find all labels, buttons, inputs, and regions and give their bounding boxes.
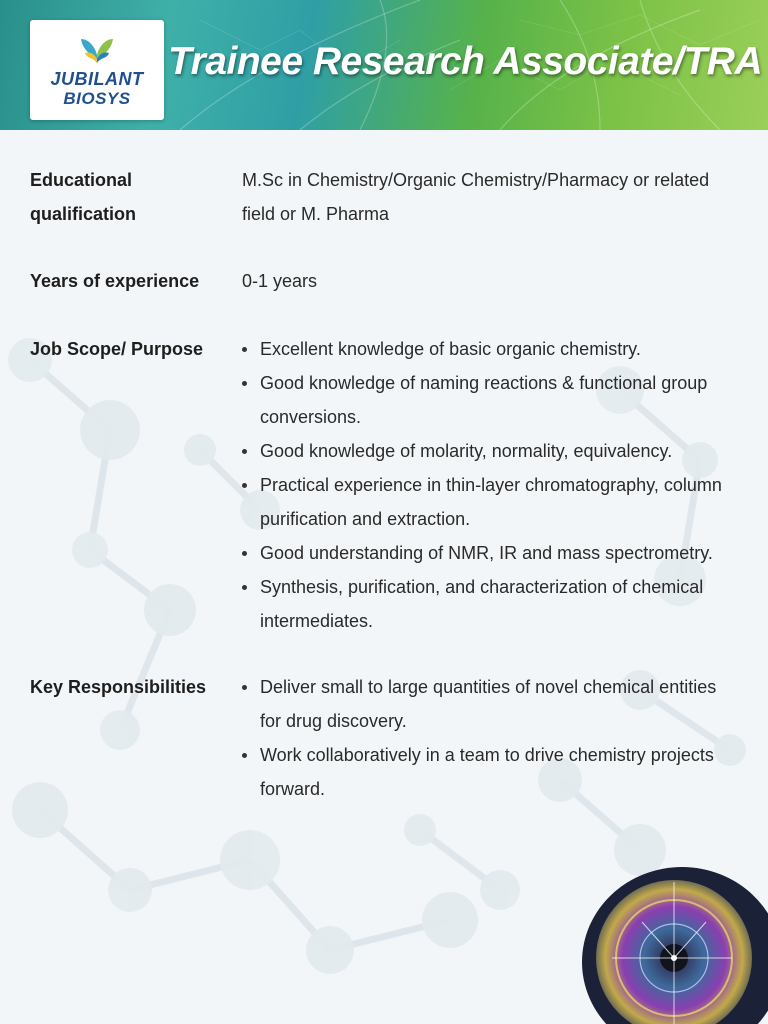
list-item: Synthesis, purification, and characterization of chemical intermediates.: [242, 570, 742, 638]
list-item: Work collaboratively in a team to drive chemistry projects forward.: [242, 738, 742, 806]
list-item: Excellent knowledge of basic organic chemistry.: [242, 332, 742, 366]
qualification-label: Educational qualification: [30, 170, 137, 224]
experience-value: 0-1 years: [242, 271, 318, 291]
list-item: Good knowledge of naming reactions & functional group conversions.: [242, 366, 742, 434]
page-title: Trainee Research Associate/TRA: [168, 40, 763, 83]
header-banner: [0, 0, 768, 130]
logo-wordmark-line2: BIOSYS: [63, 88, 131, 108]
job-scope-list: [242, 332, 742, 638]
list-item: Good understanding of NMR, IR and mass spectrometry.: [242, 536, 742, 570]
responsibilities-list: [242, 670, 742, 806]
list-item: Deliver small to large quantities of novel chemical entities for drug discovery.: [242, 670, 742, 738]
logo-wordmark-line1: JUBILANT: [50, 68, 144, 89]
responsibilities-label: Key Responsibilities: [30, 677, 207, 697]
experience-label: Years of experience: [30, 271, 200, 291]
job-scope-label: Job Scope/ Purpose: [30, 339, 204, 359]
butterfly-icon: [77, 33, 117, 67]
qualification-value: M.Sc in Chemistry/Organic Chemistry/Pharmacy or related field or M. Pharma: [242, 170, 710, 224]
company-logo: [30, 20, 164, 120]
list-item: Good knowledge of molarity, normality, equivalency.: [242, 434, 742, 468]
list-item: Practical experience in thin-layer chromatography, column purification and extraction.: [242, 468, 742, 536]
eye-illustration: [582, 862, 768, 1024]
